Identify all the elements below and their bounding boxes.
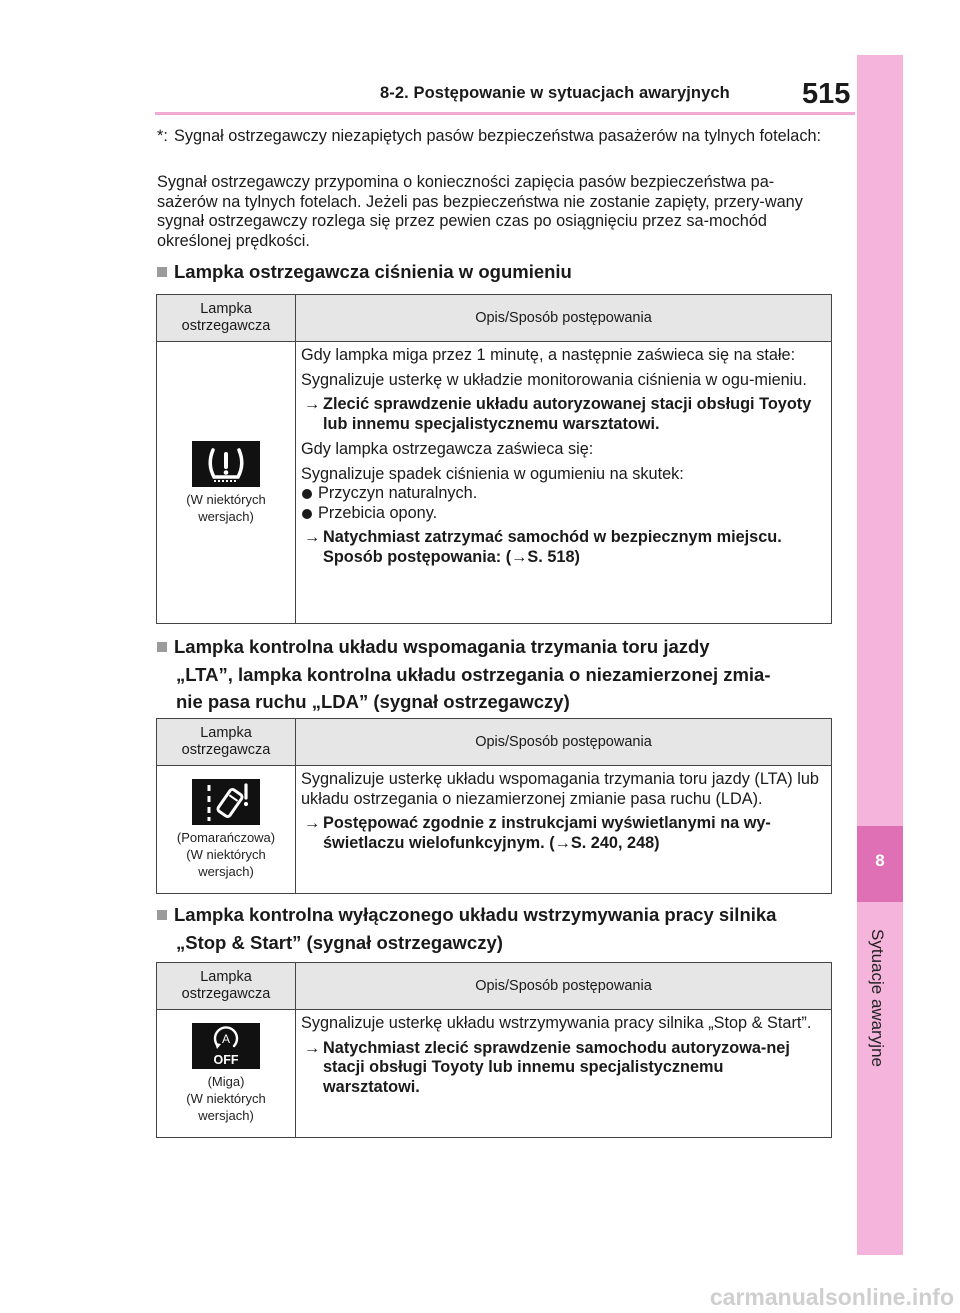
- footnote-text: Sygnał ostrzegawczy niezapiętych pasów bezpieczeństwa pasażerów na tylnych fotelach:: [174, 127, 822, 145]
- arrow-icon: →: [304, 395, 321, 413]
- description-cell: [296, 766, 832, 894]
- description-text: Gdy lampka miga przez 1 minutę, a następnie zaświeca się na stałe:: [301, 346, 796, 364]
- action-instruction: → Natychmiast zlecić sprawdzenie samochodu autoryzowa-nej stacji obsługi Toyoty lub innemu specjalistycznemu warsztatowi.: [304, 1038, 790, 1096]
- icon-cell: [157, 342, 296, 624]
- icon-letter: A: [221, 1032, 231, 1046]
- arrow-icon: →: [304, 528, 321, 546]
- description-text: Sygnalizuje usterkę w układzie monitorowania ciśnienia w ogu-mieniu.: [301, 370, 807, 389]
- icon-caption: (W niektórych wersjach): [186, 491, 266, 524]
- watermark: carmanualsonline.info: [709, 1284, 954, 1310]
- icon-cell: [157, 1010, 296, 1138]
- description-text: Sygnalizuje usterkę układu wstrzymywania pracy silnika „Stop & Start”.: [301, 1014, 812, 1032]
- heading-text: Lampka kontrolna układu wspomagania trzymania toru jazdy: [174, 636, 710, 657]
- action-instruction: → Zlecić sprawdzenie układu autoryzowanej stacji obsługi Toyoty lub innemu specjalistycznemu warsztatowi.: [304, 395, 812, 433]
- section-heading-lta-lda: [157, 633, 837, 716]
- action-instruction: → Natychmiast zatrzymać samochód w bezpiecznym miejscu. Sposób postępowania: (→S. 518): [304, 528, 782, 566]
- col-header-description: Opis/Sposób postępowania: [296, 963, 832, 1010]
- chapter-side-tab: [857, 55, 903, 1255]
- icon-off-text: OFF: [213, 1053, 239, 1067]
- col-header-description: Opis/Sposób postępowania: [296, 295, 832, 342]
- square-bullet-icon: [157, 267, 167, 277]
- action-instruction: → Postępować zgodnie z instrukcjami wyświetlanymi na wy-świetlaczu wielofunkcyjnym. (→S. 240, 248): [304, 814, 771, 852]
- description-cell: [296, 342, 832, 624]
- description-text: Gdy lampka ostrzegawcza zaświeca się:: [301, 440, 594, 458]
- icon-caption: (W niektórych wersjach): [186, 1091, 266, 1123]
- tire-pressure-warning-icon: [192, 441, 260, 487]
- chapter-number-tab[interactable]: [857, 826, 903, 902]
- body-paragraph: Sygnał ostrzegawczy przypomina o konieczności zapięcia pasów bezpieczeństwa pa-sażerów na tylnych fotelach. Jeżeli pas bezpieczeństwa nie zostanie zapięty, przery-wany sygnał ostrzegawczy rozlega się przez pewien czas po osiągnięciu przez sa-mochód określonej prędkości.: [157, 173, 803, 250]
- heading-text: Lampka ostrzegawcza ciśnienia w ogumieniu: [174, 261, 572, 282]
- page-number: 515: [802, 78, 851, 110]
- bullet-icon: [302, 489, 312, 499]
- square-bullet-icon: [157, 910, 167, 920]
- description-text: Sygnalizuje spadek ciśnienia w ogumieniu na skutek:: [301, 464, 684, 483]
- lane-assist-warning-icon: [192, 779, 260, 825]
- heading-text: Lampka kontrolna wyłączonego układu wstrzymywania pracy silnika: [174, 904, 777, 925]
- icon-caption-state: (Miga): [207, 1074, 245, 1089]
- icon-caption-color: (Pomarańczowa): [176, 830, 276, 845]
- bullet-icon: [302, 509, 312, 519]
- col-header-lamp: Lampka ostrzegawcza: [157, 295, 296, 342]
- description-text: Sygnalizuje usterkę układu wspomagania trzymania toru jazdy (LTA) lub układu ostrzegania o niezamierzonej zmianie pasa ruchu (LDA).: [301, 770, 819, 808]
- footnote-mark: *:: [157, 127, 168, 145]
- heading-text: „LTA”, lampka kontrolna układu ostrzegania o niezamierzonej zmia-: [176, 663, 771, 685]
- description-cell: [296, 1010, 832, 1138]
- chapter-label: Sytuacje awaryjne: [868, 929, 887, 1067]
- list-item: Przyczyn naturalnych.: [301, 484, 821, 504]
- arrow-icon: →: [304, 1038, 321, 1057]
- arrow-icon: →: [304, 814, 321, 832]
- heading-text: nie pasa ruchu „LDA” (sygnał ostrzegawczy): [176, 691, 570, 712]
- warning-table-stop-start: [156, 962, 832, 1138]
- col-header-description: Opis/Sposób postępowania: [296, 719, 832, 766]
- stop-start-off-icon: [192, 1023, 260, 1069]
- col-header-lamp: Lampka ostrzegawcza: [157, 963, 296, 1010]
- section-heading-stop-start: [157, 901, 837, 956]
- col-header-lamp: Lampka ostrzegawcza: [157, 719, 296, 766]
- icon-caption: (W niektórych wersjach): [186, 847, 266, 879]
- chapter-number: 8: [875, 851, 885, 870]
- footnote: [157, 127, 829, 146]
- list-item: Przebicia opony.: [301, 504, 821, 524]
- icon-cell: [157, 766, 296, 894]
- warning-table-tire-pressure: [156, 294, 832, 624]
- warning-table-lta-lda: [156, 718, 832, 894]
- header-divider: [155, 112, 855, 115]
- heading-text: „Stop & Start” (sygnał ostrzegawczy): [176, 931, 503, 953]
- section-heading-tire-pressure: [157, 258, 837, 286]
- square-bullet-icon: [157, 642, 167, 652]
- section-title: 8-2. Postępowanie w sytuacjach awaryjnych: [380, 84, 730, 102]
